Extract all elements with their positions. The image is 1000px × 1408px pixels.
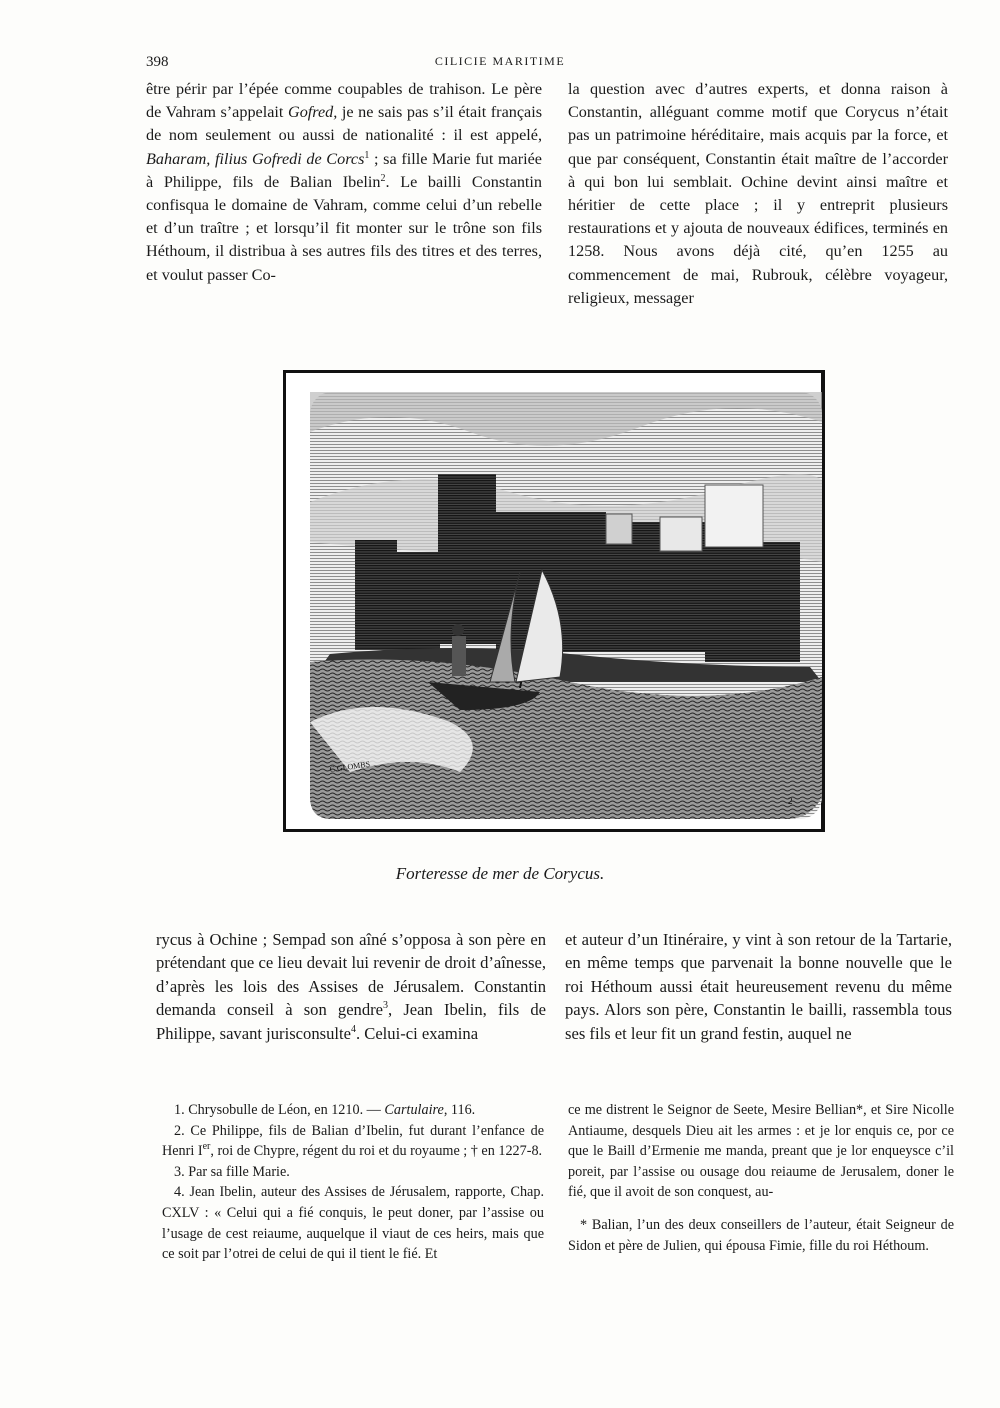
running-title: CILICIE MARITIME — [434, 54, 566, 68]
footnotes-left — [162, 1100, 544, 1265]
footnote-2: 2. Ce Philippe, fils de Balian d’Ibelin, fut durant l’enfance de Henri Ier, roi de Chypre, régent du roi et du royaume ; † en 1227-8. — [162, 1122, 544, 1160]
footnote-star — [568, 1215, 954, 1256]
footnote-1: 1. Chrysobulle de Léon, en 1210. — Cartulaire, 116. — [174, 1102, 476, 1118]
text-italic: Gofred, — [288, 103, 338, 122]
fortress-engraving — [310, 392, 822, 819]
text-column-top-left — [146, 78, 542, 287]
footnote-4-continued: ce me distrent le Seignor de Seete, Mesire Bellian*, et Sire Nicolle Antiaume, desquels Dieu ait les armes : et je lor enquis ce, por ce que le Baill d’Ermenie me manda, preant que je lor enqueysce c’il poreit, par l’assise ou ousage dou reiaume de Jerusalem, doner le fié, que il avoit de son conquest, au- — [568, 1102, 954, 1201]
paragraph: la question avec d’autres experts, et donna raison à Constantin, alléguant comme motif que Corycus n’était pas un patrimoine héréditaire, mais acquis par la force, et que par conséquent, Constantin était maître de l’accorder à qui bon lui semblait. Ochine devint ainsi maître et héritier de cette place ; il y entreprit plusieurs restaurations et y ajouta de nouveaux édifices, terminés en 1258. Nous avons déjà cité, qu’en 1255 au commencement de mai, Rubrouk, célèbre voyageur, religieux, messager — [568, 80, 948, 307]
text-column-top-right — [568, 78, 948, 310]
footnote-continuation — [568, 1100, 954, 1203]
engraver-signature: C.GLOMBS — [329, 759, 371, 774]
plate-mark: 2 — [788, 796, 793, 806]
footnote-ref[interactable]: 4 — [350, 1023, 356, 1035]
footnote-ref[interactable]: 1 — [364, 149, 370, 161]
footnote-ref[interactable]: 2 — [380, 172, 386, 184]
footnote-3: 3. Par sa fille Marie. — [174, 1163, 290, 1180]
text-segment: être périr par l’épée comme coupables de trahison. Le père de Vahram s’appelait — [146, 80, 542, 122]
text-italic: Baharam, filius Gofredi de Corcs — [146, 149, 365, 168]
text-segment: rycus à Ochine ; Sempad son aîné s’opposa à son père en prétendant que ce lieu devait lui revenir de droit d’aînesse, d’après les lois des Assises de Jérusalem. Constantin demanda conseil à son gendre — [156, 930, 546, 1020]
text-segment: je ne sais pas s’il était français de nom seulement ou aussi de nationalité : il est appelé, — [146, 103, 543, 145]
text-segment: . Celui-ci examina — [355, 1023, 479, 1043]
footnote-asterisk: * Balian, l’un des deux conseillers de l’auteur, était Seigneur de Sidon et père de Julien, qui épousa Fimie, fille du roi Héthoum. — [568, 1217, 954, 1254]
text-column-bottom-right — [565, 928, 952, 1045]
footnote-ref[interactable]: 3 — [383, 1000, 389, 1012]
text-segment: , Jean Ibelin, fils de Philippe, savant jurisconsulte — [156, 1000, 546, 1043]
footnote-4: 4. Jean Ibelin, auteur des Assises de Jérusalem, rapporte, Chap. CXLV : « Celui qui a fié conquis, le peut doner, par l’assise ou l’usage de cest reiaume, auquelque il viaut de ces heirs, mais que ce soit par l’otrei de celui de qui il tient le fié. Et — [162, 1184, 544, 1263]
text-segment: ; sa fille Marie fut mariée à Philippe, fils de Balian Ibelin — [146, 149, 542, 191]
text-segment: . Le bailli Constantin confisqua le domaine de Vahram, comme celui d’un rebelle et d’un traître ; et lorsqu’il fit monter sur le trône son fils Héthoum, il distribua à ses autres fils des titres et des terres, et voulut passer Co- — [146, 172, 543, 284]
text-column-bottom-left — [156, 928, 546, 1045]
paragraph: et auteur d’un Itinéraire, y vint à son retour de la Tartarie, en même temps que parvenait la bonne nouvelle que le roi Héthoum aussi était heureusement revenu du même pays. Alors son père, Constantin le bailli, rassembla tous ses fils et leur fit un grand festin, auquel ne — [565, 930, 952, 1043]
figure-caption: Forteresse de mer de Corycus. — [395, 864, 605, 883]
page-number: 398 — [146, 54, 169, 70]
